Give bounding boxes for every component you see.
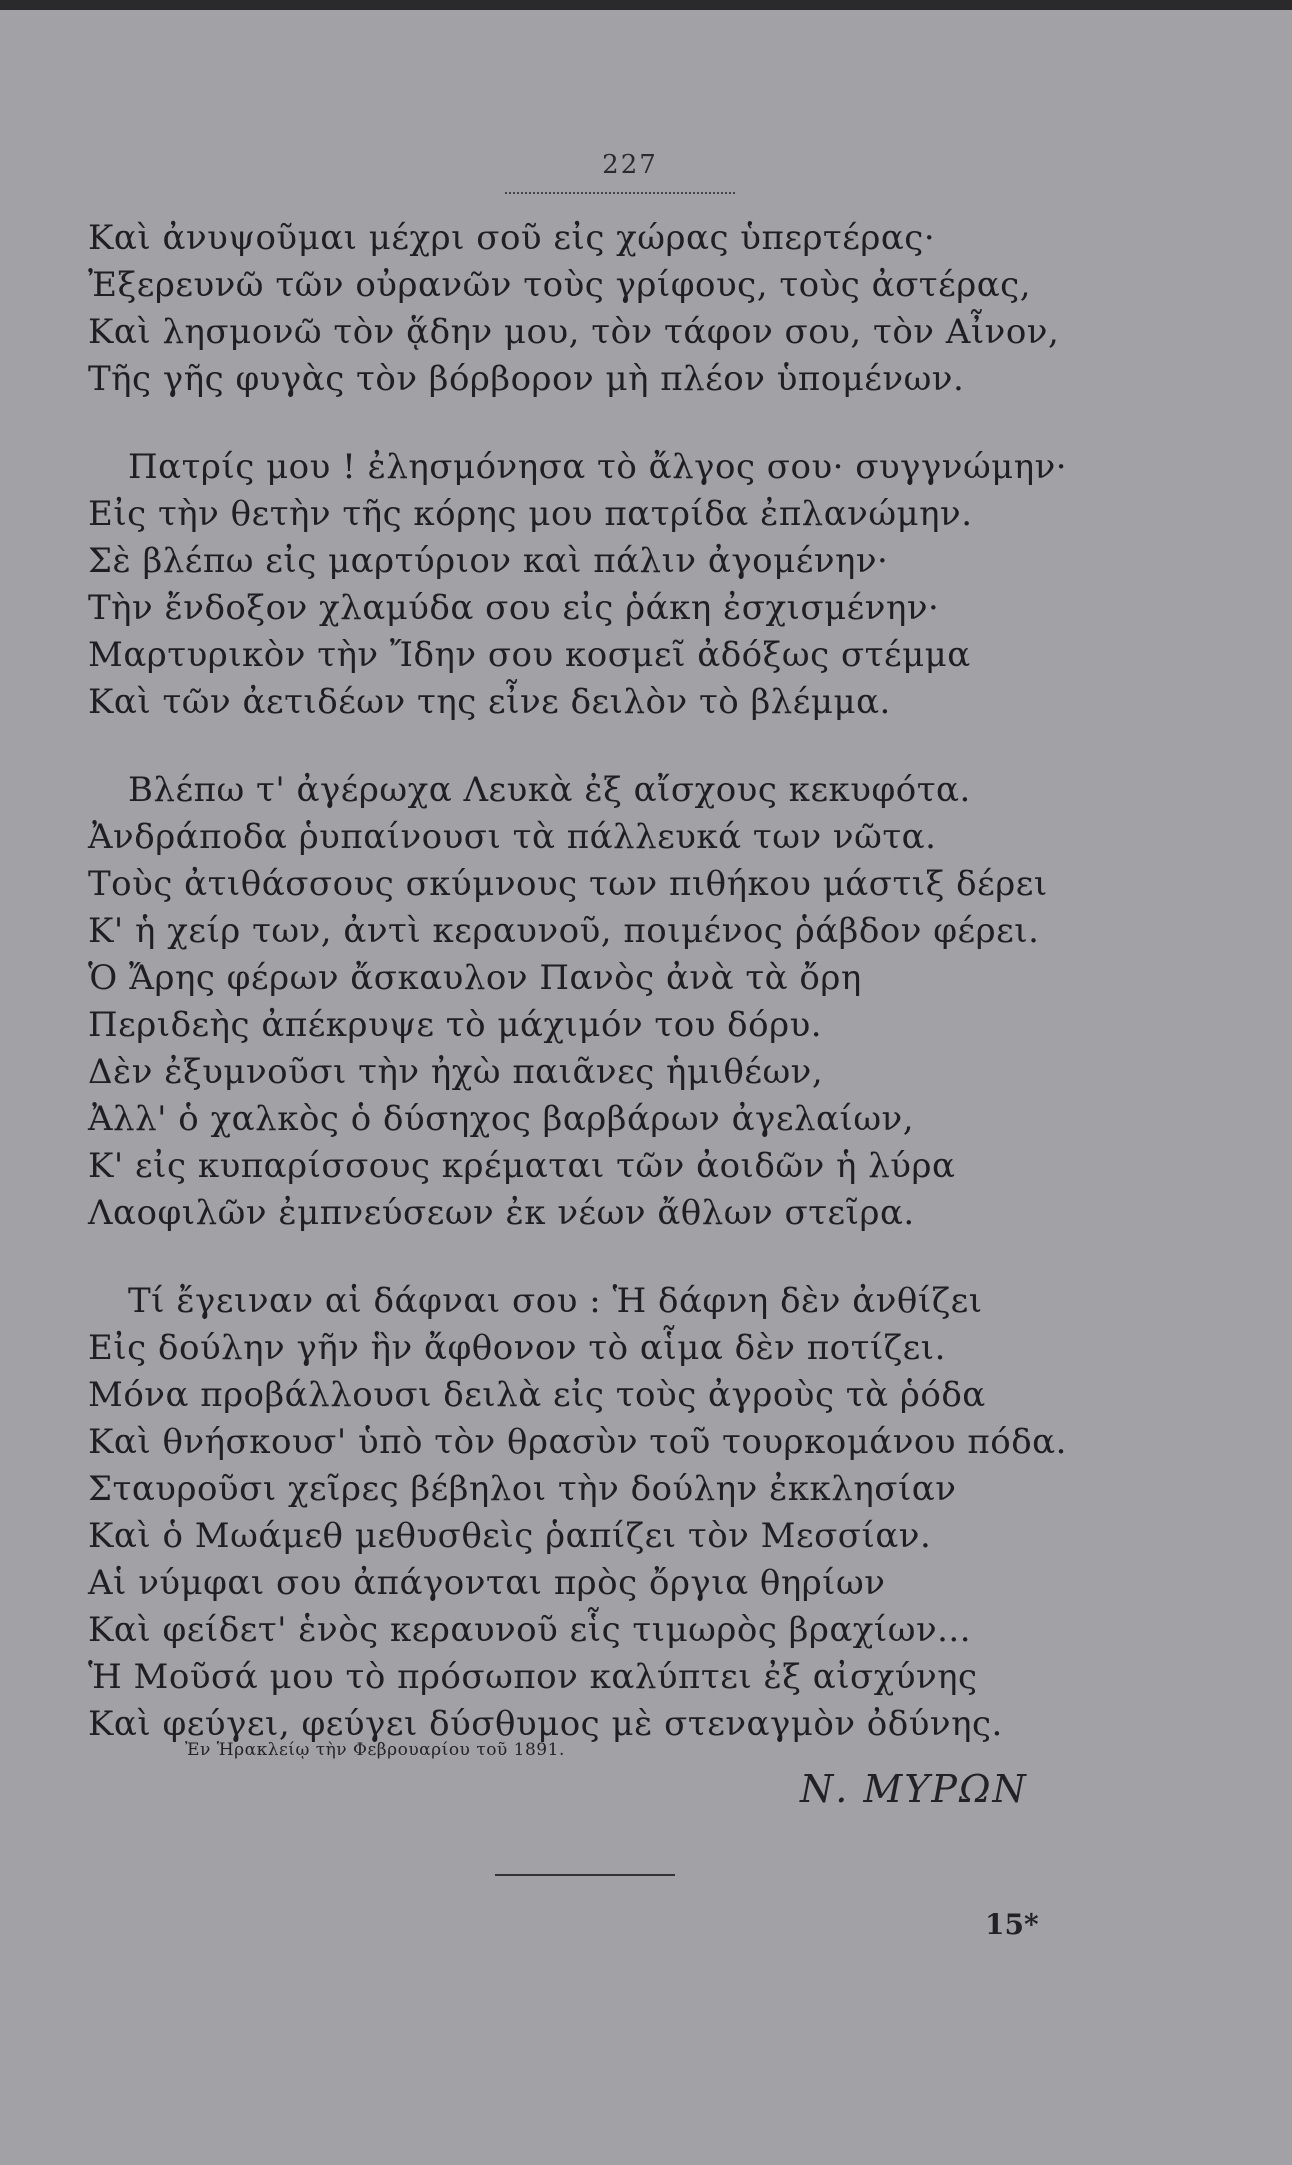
page-number: 227 bbox=[602, 150, 658, 180]
poem-line: Περιδεὴς ἀπέκρυψε τὸ μάχιμόν του δόρυ. bbox=[88, 1005, 823, 1045]
poem-line: Κ' εἰς κυπαρίσσους κρέμαται τῶν ἀοιδῶν ἡ λύρα bbox=[88, 1146, 956, 1186]
poem-line: Καὶ φείδετ' ἑνὸς κεραυνοῦ εἷς τιμωρὸς βραχίων... bbox=[88, 1610, 972, 1650]
poem-line: Πατρίς μου ! ἐλησμόνησα τὸ ἄλγος σου· συγγνώμην· bbox=[128, 447, 1068, 487]
poem-line: Κ' ἡ χείρ των, ἀντὶ κεραυνοῦ, ποιμένος ῥάβδον φέρει. bbox=[88, 911, 1040, 951]
poem-line: Καὶ λησμονῶ τὸν ᾅδην μου, τὸν τάφον σου, τὸν Αἶνον, bbox=[88, 312, 1060, 352]
poem-line: Καὶ ὁ Μωάμεθ μεθυσθεὶς ῥαπίζει τὸν Μεσσίαν. bbox=[88, 1516, 932, 1556]
poem-line: Βλέπω τ' ἀγέρωχα Λευκὰ ἐξ αἴσχους κεκυφότα. bbox=[128, 770, 971, 810]
poem-line: Τῆς γῆς φυγὰς τὸν βόρβορον μὴ πλέον ὑπομένων. bbox=[88, 359, 965, 399]
poem-line: Καὶ ἀνυψοῦμαι μέχρι σοῦ εἰς χώρας ὑπερτέρας· bbox=[88, 218, 936, 258]
poem-line: Καὶ τῶν ἀετιδέων της εἶνε δειλὸν τὸ βλέμμα. bbox=[88, 682, 891, 722]
poem-line: Ἐξερευνῶ τῶν οὐρανῶν τοὺς γρίφους, τοὺς ἀστέρας, bbox=[88, 265, 1032, 305]
stanza bbox=[88, 444, 1148, 726]
poem-line: Ἡ Μοῦσά μου τὸ πρόσωπον καλύπτει ἐξ αἰσχύνης bbox=[88, 1657, 978, 1697]
stanza bbox=[88, 1278, 1148, 1748]
poem-line: Σὲ βλέπω εἰς μαρτύριον καὶ πάλιν ἀγομένην· bbox=[88, 541, 889, 581]
poem-line: Τί ἔγειναν αἱ δάφναι σου : Ἡ δάφνη δὲν ἀνθίζει bbox=[128, 1281, 983, 1321]
page-number-ornament bbox=[505, 186, 735, 194]
stanza bbox=[88, 215, 1148, 403]
poem-line: Εἰς τὴν θετὴν τῆς κόρης μου πατρίδα ἐπλανώμην. bbox=[88, 494, 973, 534]
poem-line: Ὁ Ἄρης φέρων ἄσκαυλον Πανὸς ἀνὰ τὰ ὄρη bbox=[88, 958, 862, 998]
stanza bbox=[88, 767, 1148, 1237]
poem-line: Τοὺς ἀτιθάσσους σκύμνους των πιθήκου μάστιξ δέρει bbox=[88, 864, 1048, 904]
author-signature: Ν. ΜΥΡΩΝ bbox=[800, 1767, 1028, 1811]
poem-line: Αἱ νύμφαι σου ἀπάγονται πρὸς ὄργια θηρίων bbox=[88, 1563, 886, 1603]
printer-signature-mark: 15* bbox=[985, 1908, 1039, 1941]
poem-line: Σταυροῦσι χεῖρες βέβηλοι τὴν δούλην ἐκκλησίαν bbox=[88, 1469, 957, 1509]
poem-line: Δὲν ἐξυμνοῦσι τὴν ἠχὼ παιᾶνες ἡμιθέων, bbox=[88, 1052, 824, 1092]
dateline: Ἐν Ἡρακλείῳ τὴν Φεβρουαρίου τοῦ 1891. bbox=[185, 1740, 565, 1760]
poem-line: Μαρτυρικὸν τὴν Ἴδην σου κοσμεῖ ἀδόξως στέμμα bbox=[88, 635, 971, 675]
poem-line: Ἀνδράποδα ῥυπαίνουσι τὰ πάλλευκά των νῶτα. bbox=[88, 817, 937, 857]
poem bbox=[88, 215, 1148, 1789]
poem-line: Εἰς δούλην γῆν ἣν ἄφθονον τὸ αἷμα δὲν ποτίζει. bbox=[88, 1328, 946, 1368]
poem-line: Τὴν ἔνδοξον χλαμύδα σου εἰς ῥάκη ἐσχισμένην· bbox=[88, 588, 940, 628]
poem-line: Λαοφιλῶν ἐμπνεύσεων ἐκ νέων ἄθλων στεῖρα. bbox=[88, 1193, 915, 1233]
poem-line: Καὶ θνήσκουσ' ὑπὸ τὸν θρασὺν τοῦ τουρκομάνου πόδα. bbox=[88, 1422, 1067, 1462]
poem-line: Καὶ φεύγει, φεύγει δύσθυμος μὲ στεναγμὸν ὀδύνης. bbox=[88, 1704, 1003, 1744]
poem-line: Ἀλλ' ὁ χαλκὸς ὁ δύσηχος βαρβάρων ἀγελαίων, bbox=[88, 1099, 915, 1139]
poem-line: Μόνα προβάλλουσι δειλὰ εἰς τοὺς ἀγροὺς τὰ ῥόδα bbox=[88, 1375, 986, 1415]
section-divider bbox=[495, 1874, 675, 1876]
